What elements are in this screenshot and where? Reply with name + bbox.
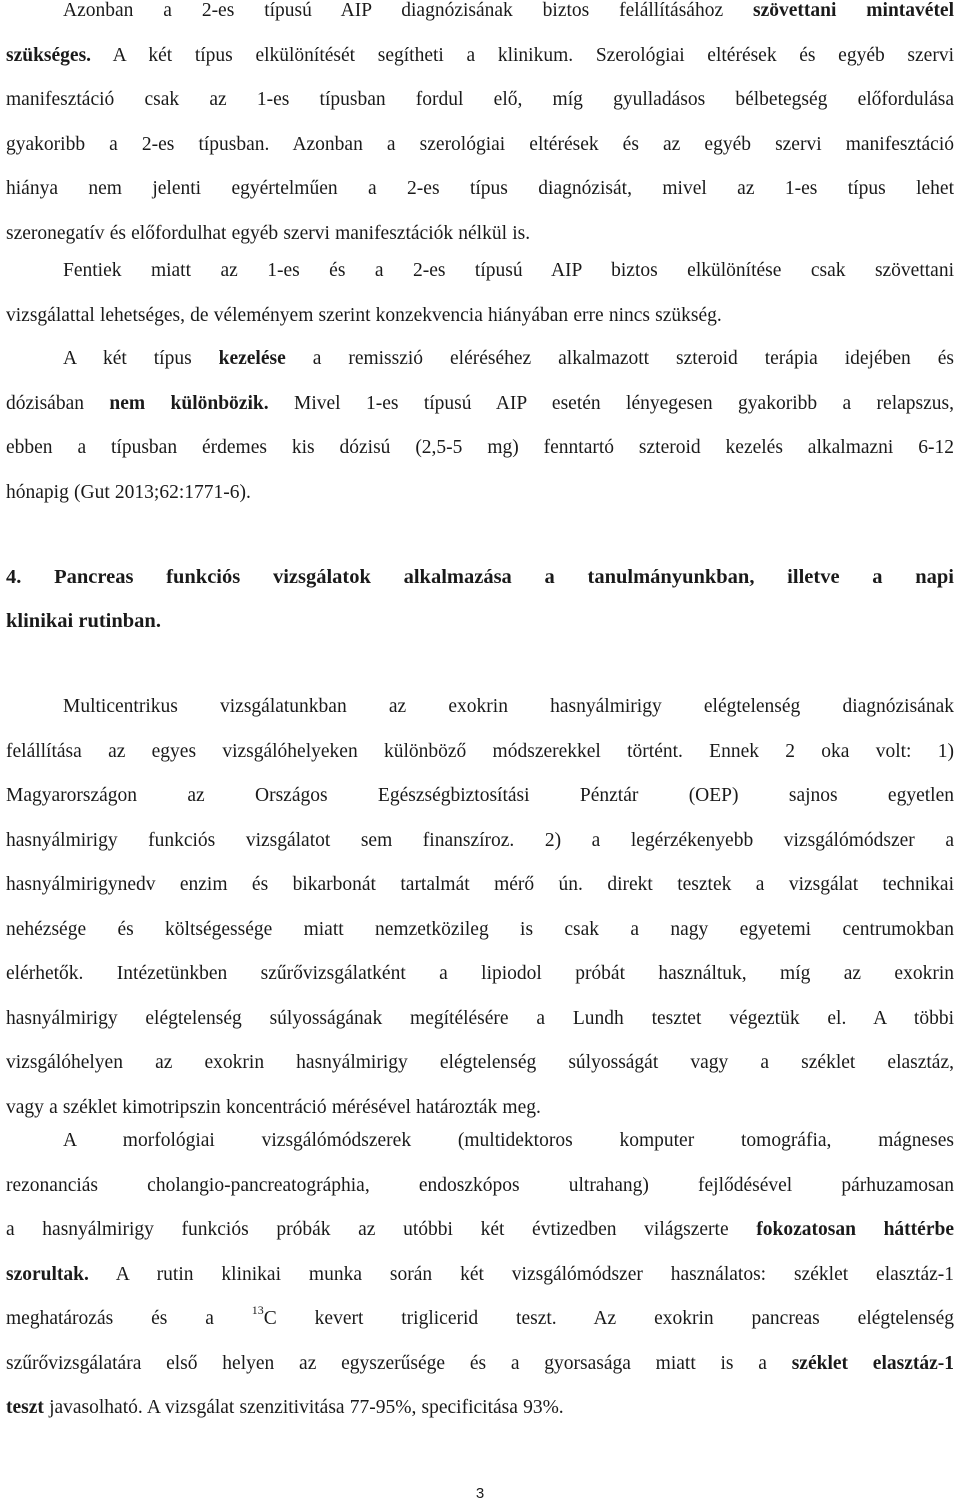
text-line: szeronegatív és előfordulhat egyéb szervi manifesztációk nélkül is.	[6, 222, 531, 244]
section-heading	[6, 555, 954, 643]
text-line: szorultak. A rutin klinikai munka során két vizsgálómódszer használatos: széklet elasztáz-1	[6, 1263, 955, 1285]
text-line: szükséges. A két típus elkülönítését segítheti a klinikum. Szerológiai eltérések és egyéb szervi	[6, 44, 954, 66]
text-line: vagy a széklet kimotripszin koncentráció mérésével határozták meg.	[6, 1096, 541, 1118]
text-line: szűrővizsgálatára első helyen az egyszerűsége és a gyorsasága miatt is a széklet elasztáz-1	[6, 1352, 955, 1374]
text-line: felállítása az egyes vizsgálóhelyeken különböző módszerekkel történt. Ennek 2 oka volt: 1)	[6, 740, 954, 762]
text-line: dózisában nem különbözik. Mivel 1-es típusú AIP esetén lényegesen gyakoribb a relapszus,	[6, 392, 954, 414]
text-line: Multicentrikus vizsgálatunkban az exokrin hasnyálmirigy elégtelenség diagnózisának	[63, 696, 954, 717]
paragraph-morphological-methods	[6, 1119, 954, 1431]
bold-phrase: teszt	[6, 1397, 44, 1418]
bold-phrase: fokozatosan háttérbe	[756, 1219, 954, 1240]
paragraph-aip-differentiation	[6, 0, 954, 256]
text-line: A morfológiai vizsgálómódszerek (multidektoros komputer tomográfia, mágneses	[63, 1130, 954, 1151]
text-line: hasnyálmirigy elégtelenség súlyosságának megítélésére a Lundh tesztet végeztük el. A többi	[6, 1007, 954, 1029]
bold-phrase: szükséges.	[6, 44, 92, 66]
text-line: A két típus kezelése a remisszió eléréséhez alkalmazott szteroid terápia idejében és	[63, 348, 954, 369]
text-line: hiánya nem jelenti egyértelműen a 2-es típus diagnózisát, mivel az 1-es típus lehet	[6, 178, 954, 199]
text-line: vizsgálattal lehetséges, de véleményem szerint konzekvencia hiányában erre nincs szükség.	[6, 304, 722, 326]
text-line: Fentiek miatt az 1-es és a 2-es típusú AIP biztos elkülönítése csak szövettani	[63, 260, 954, 281]
bold-phrase: kezelése	[218, 348, 286, 369]
superscript-13: 13	[251, 1303, 264, 1317]
bold-phrase: szövettani mintavétel	[753, 0, 955, 21]
text-line: teszt javasolható. A vizsgálat szenzitivitása 77-95%, specificitása 93%.	[6, 1397, 564, 1418]
text-line: nehézsége és költségessége miatt nemzetközileg is csak a nagy egyetemi centrumokban	[6, 918, 954, 940]
text-line: vizsgálóhelyen az exokrin hasnyálmirigy elégtelenség súlyosságát vagy a széklet elasztáz,	[6, 1052, 954, 1073]
text-line: meghatározás és a $^{13}$C kevert triglicerid teszt. Az exokrin pancreas elégtelenség	[6, 1303, 954, 1329]
text-line: manifesztáció csak az 1-es típusban fordul elő, míg gyulladásos bélbetegség előfordulása	[6, 89, 954, 110]
text-line: hasnyálmirigynedv enzim és bikarbonát tartalmát mérő ún. direkt tesztek a vizsgálat technikai	[6, 874, 954, 895]
bold-phrase: széklet elasztáz-1	[791, 1352, 955, 1374]
text-line: Magyarországon az Országos Egészségbiztosítási Pénztár (OEP) sajnos egyetlen	[6, 785, 954, 806]
page-number: 3	[475, 1485, 485, 1502]
text-line: hónapig (Gut 2013;62:1771-6).	[6, 481, 251, 503]
text-line: elérhetők. Intézetünkben szűrővizsgálatként a lipiodol próbát használtuk, míg az exokrin	[6, 963, 954, 984]
paragraph-histology-conclusion	[6, 249, 954, 338]
bold-phrase: nem különbözik.	[109, 392, 269, 414]
bold-phrase: szorultak.	[6, 1263, 89, 1285]
heading-line: klinikai rutinban.	[6, 610, 161, 632]
text-line: a hasnyálmirigy funkciós próbák az utóbbi két évtizedben világszerte fokozatosan háttérbe	[6, 1219, 954, 1240]
paragraph-treatment	[6, 337, 954, 515]
text-line: gyakoribb a 2-es típusban. Azonban a szerológiai eltérések és az egyéb szervi manifesztáció	[6, 133, 954, 155]
text-line: ebben a típusban érdemes kis dózisú (2,5-5 mg) fenntartó szteroid kezelés alkalmazni 6-12	[6, 437, 954, 458]
text-line: rezonanciás cholangio-pancreatográphia, endoszkópos ultrahang) fejlődésével párhuzamosan	[6, 1174, 954, 1196]
text-line: hasnyálmirigy funkciós vizsgálatot sem finanszíroz. 2) a legérzékenyebb vizsgálómódszer a	[6, 829, 954, 851]
paragraph-multicenter-methods	[6, 685, 954, 1130]
heading-line: 4. Pancreas funkciós vizsgálatok alkalmazása a tanulmányunkban, illetve a napi	[6, 566, 954, 588]
text-line: Azonban a 2-es típusú AIP diagnózisának biztos felállításához szövettani mintavétel	[63, 0, 955, 21]
